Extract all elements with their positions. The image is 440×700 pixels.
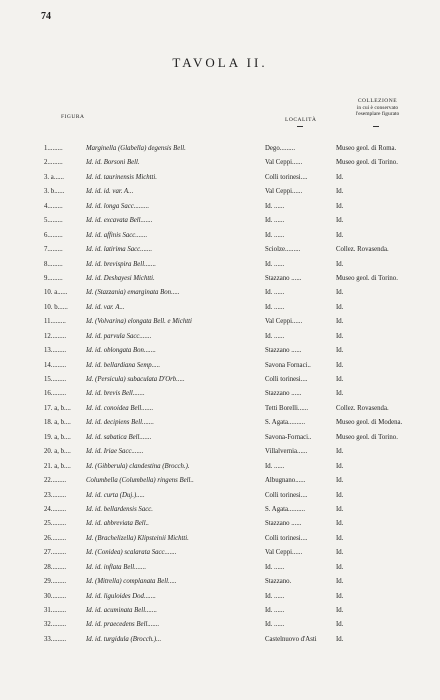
species-name: Id. id. praecedens Bell....... [86, 621, 160, 629]
locality: Val Ceppi...... [265, 188, 303, 196]
species-name: Id. id. conoidea Bell....... [86, 404, 154, 412]
figure-number: 15......... [44, 376, 67, 383]
table-row [0, 575, 440, 589]
locality: Villalvernia...... [265, 448, 308, 456]
species-name: Id. id. inflata Bell....... [86, 563, 147, 571]
collection: Id. [336, 477, 344, 485]
locality: Id. ...... [265, 260, 285, 268]
figure-number: 17. a, b.... [44, 404, 71, 412]
collection: Id. [336, 318, 344, 326]
collection: Id. [336, 621, 344, 629]
species-name: Id. id. abbreviata Bell.. [86, 520, 149, 528]
locality: Colli torinesi.... [265, 491, 308, 499]
locality: Castelnuovo d'Asti [265, 635, 317, 643]
plate-title: TAVOLA II. [172, 55, 268, 70]
collection: Id. [336, 217, 344, 225]
plate-table [0, 142, 440, 647]
figure-number: 32......... [44, 621, 67, 629]
figure-number: 10. b...... [44, 303, 68, 311]
species-name: Id. id. liguloides Dod....... [86, 592, 156, 600]
locality: Savona-Fornaci.. [265, 433, 312, 441]
species-name: Id. id. curta (Duj.)..... [86, 491, 145, 499]
species-name: Id. (Brachelizella) Klipsteinii Michtti. [86, 534, 189, 542]
locality: Id. ...... [265, 202, 285, 210]
figure-number: 25......... [44, 520, 67, 528]
figure-number: 5......... [44, 217, 63, 225]
figure-number: 9......... [44, 274, 63, 282]
collection: Id. [336, 563, 344, 571]
species-name: Id. id. Deshayesi Michtti. [86, 274, 155, 282]
table-row [0, 301, 440, 315]
table-row [0, 633, 440, 647]
table-row [0, 431, 440, 445]
table-row [0, 618, 440, 632]
collection: Id. [336, 635, 344, 643]
collection: Id. [336, 347, 344, 355]
collection: Id. [336, 578, 344, 586]
figure-number: 18. a, b.... [44, 419, 71, 427]
figure-number: 23......... [44, 491, 67, 499]
locality: Id. ...... [265, 462, 285, 470]
collection: Id. [336, 260, 344, 268]
figure-number: 10. a...... [44, 289, 68, 297]
figure-number: 24......... [44, 505, 67, 513]
table-row [0, 590, 440, 604]
figure-number: 26......... [44, 534, 67, 542]
locality: Stazzano ...... [265, 274, 302, 282]
collection: Id. [336, 505, 344, 513]
species-name: Id. id. oblongata Bon....... [86, 347, 156, 355]
figure-number: 12......... [44, 332, 67, 340]
figure-number: 28......... [44, 563, 67, 571]
table-row [0, 142, 440, 156]
figure-number: 19. a, b.... [44, 433, 71, 441]
locality: Val Ceppi...... [265, 318, 303, 326]
table-row [0, 489, 440, 503]
figure-number: 7......... [44, 246, 63, 254]
table-row [0, 286, 440, 300]
table-row [0, 561, 440, 575]
species-name: Id. id. latirima Sacc....... [86, 246, 153, 254]
locality: Id. ...... [265, 607, 285, 614]
table-row [0, 156, 440, 170]
species-name: Id. (Persicula) subaculata D'Orb..... [86, 376, 185, 383]
species-name: Id. id. excavata Bell....... [86, 217, 153, 225]
figure-number: 8......... [44, 260, 63, 268]
collection: Id. [336, 390, 344, 398]
species-name: Id. id. sabatica Bell....... [86, 433, 152, 441]
figure-number: 22......... [44, 477, 67, 485]
figure-number: 33......... [44, 635, 67, 643]
species-name: Id. id. parvula Sacc....... [86, 332, 152, 340]
collection: Id. [336, 592, 344, 600]
species-name: Columbella (Columbella) ringens Bell.. [86, 477, 194, 485]
species-name: Id. (Volvarina) elongata Bell. e Michtti [86, 318, 192, 326]
header-rule [297, 126, 303, 127]
table-row [0, 243, 440, 257]
collection: Id. [336, 462, 344, 470]
figure-number: 27......... [44, 549, 67, 557]
table-row [0, 229, 440, 243]
figure-number: 14......... [44, 361, 67, 369]
table-row [0, 200, 440, 214]
figure-number: 4......... [44, 202, 63, 210]
header-collezione [340, 98, 415, 118]
collection: Id. [336, 491, 344, 499]
figure-number: 21. a, b.... [44, 462, 71, 470]
table-row [0, 359, 440, 373]
header-collezione-line: in cui è conservato [356, 104, 399, 111]
header-rule [373, 126, 379, 127]
locality: Tetti Borelli...... [265, 404, 309, 412]
table-row [0, 315, 440, 329]
table-row [0, 546, 440, 560]
species-name: Id. (Stazzania) emarginata Bon..... [86, 289, 180, 297]
locality: Id. ...... [265, 303, 285, 311]
figure-number: 2......... [44, 159, 63, 167]
locality: Stazzano ...... [265, 347, 302, 355]
header-collezione-line: COLLEZIONE [357, 98, 398, 104]
table-row [0, 460, 440, 474]
header-localita: LOCALITÀ [285, 117, 317, 123]
locality: Stazzano ...... [265, 520, 302, 528]
locality: Colli torinesi.... [265, 376, 308, 383]
species-name: Id. id. Iriae Sacc....... [86, 448, 144, 456]
collection: Collez. Rovasenda. [336, 404, 389, 412]
table-row [0, 387, 440, 401]
species-name: Id. id. id. var. A... [86, 188, 134, 196]
figure-number: 29......... [44, 578, 67, 586]
locality: Colli torinesi.... [265, 173, 308, 181]
table-row [0, 532, 440, 546]
locality: Id. ...... [265, 289, 285, 297]
collection: Id. [336, 361, 344, 369]
species-name: Id. (Mitrella) complanata Bell..... [86, 578, 177, 586]
figure-number: 31......... [44, 607, 67, 614]
collection: Id. [336, 188, 344, 196]
locality: Id. ...... [265, 332, 285, 340]
locality: Savona Fornaci.. [265, 361, 311, 369]
table-row [0, 171, 440, 185]
collection: Id. [336, 289, 344, 297]
collection: Id. [336, 303, 344, 311]
species-name: Id. id. bellardiana Semp..... [86, 361, 161, 369]
figure-number: 16......... [44, 390, 67, 398]
table-row [0, 344, 440, 358]
figure-number: 6......... [44, 231, 63, 239]
species-name: Id. id. affinis Sacc....... [86, 231, 148, 239]
collection: Id. [336, 202, 344, 210]
species-name: Id. id. brevis Bell....... [86, 390, 145, 398]
collection: Museo geol. di Roma. [336, 145, 397, 152]
collection: Id. [336, 332, 344, 340]
species-name: Id. id. taurinensis Michtti. [86, 173, 157, 181]
locality: Val Ceppi...... [265, 549, 303, 557]
figure-number: 20. a, b.... [44, 448, 71, 456]
locality: Dego......... [265, 145, 296, 152]
table-row [0, 272, 440, 286]
locality: Id. ...... [265, 592, 285, 600]
species-name: Id. id. acuminata Bell....... [86, 607, 157, 614]
locality: Id. ...... [265, 231, 285, 239]
table-row [0, 517, 440, 531]
header-collezione-line: l'esemplare figurato [355, 111, 400, 117]
species-name: Id. id. var. A... [86, 303, 125, 311]
locality: Colli torinesi.... [265, 534, 308, 542]
locality: Stazzano ...... [265, 390, 302, 398]
figure-number: 30......... [44, 592, 67, 600]
collection: Museo geol. di Modena. [336, 419, 403, 427]
collection: Museo geol. di Torino. [336, 433, 398, 441]
header-figura: FIGURA [61, 114, 85, 120]
collection: Id. [336, 607, 344, 614]
table-row [0, 258, 440, 272]
collection: Id. [336, 520, 344, 528]
table-row [0, 445, 440, 459]
page-number: 74 [41, 11, 51, 22]
collection: Id. [336, 534, 344, 542]
locality: Val Ceppi...... [265, 159, 303, 167]
species-name: Marginella (Glabella) degensis Bell. [86, 145, 186, 152]
table-row [0, 402, 440, 416]
table-row [0, 330, 440, 344]
collection: Museo geol. di Torino. [336, 159, 398, 167]
species-name: Id. (Gibberula) clandestina (Brocch.). [86, 462, 190, 470]
locality: Albugnano...... [265, 477, 306, 485]
figure-number: 13......... [44, 347, 67, 355]
collection: Id. [336, 173, 344, 181]
locality: S. Agata.......... [265, 505, 306, 513]
table-row [0, 373, 440, 387]
table-row [0, 185, 440, 199]
figure-number: 11......... [44, 318, 66, 326]
species-name: Id. id. Borsoni Bell. [86, 159, 140, 167]
species-name: Id. id. decipiens Bell....... [86, 419, 154, 427]
table-row [0, 416, 440, 430]
species-name: Id. id. turgidula (Brocch.)... [86, 635, 162, 643]
species-name: Id. id. longa Sacc......... [86, 202, 150, 210]
collection: Museo geol. di Torino. [336, 274, 398, 282]
table-row [0, 503, 440, 517]
collection: Id. [336, 448, 344, 456]
figure-number: 1......... [44, 145, 63, 152]
figure-number: 3. b...... [44, 188, 65, 196]
locality: Id. ...... [265, 563, 285, 571]
species-name: Id. id. bellardensis Sacc. [86, 505, 153, 513]
species-name: Id. id. brevispira Bell....... [86, 260, 156, 268]
collection: Id. [336, 549, 344, 557]
collection: Id. [336, 376, 344, 383]
locality: Id. ...... [265, 621, 285, 629]
locality: S. Agata.......... [265, 419, 306, 427]
table-row [0, 474, 440, 488]
collection: Collez. Rovasenda. [336, 246, 389, 254]
locality: Id. ...... [265, 217, 285, 225]
figure-number: 3. a...... [44, 173, 65, 181]
locality: Sciolze......... [265, 246, 301, 254]
collection: Id. [336, 231, 344, 239]
species-name: Id. (Conidea) scalarata Sacc....... [86, 549, 177, 557]
table-row [0, 604, 440, 618]
table-row [0, 214, 440, 228]
locality: Stazzano. [265, 578, 292, 586]
